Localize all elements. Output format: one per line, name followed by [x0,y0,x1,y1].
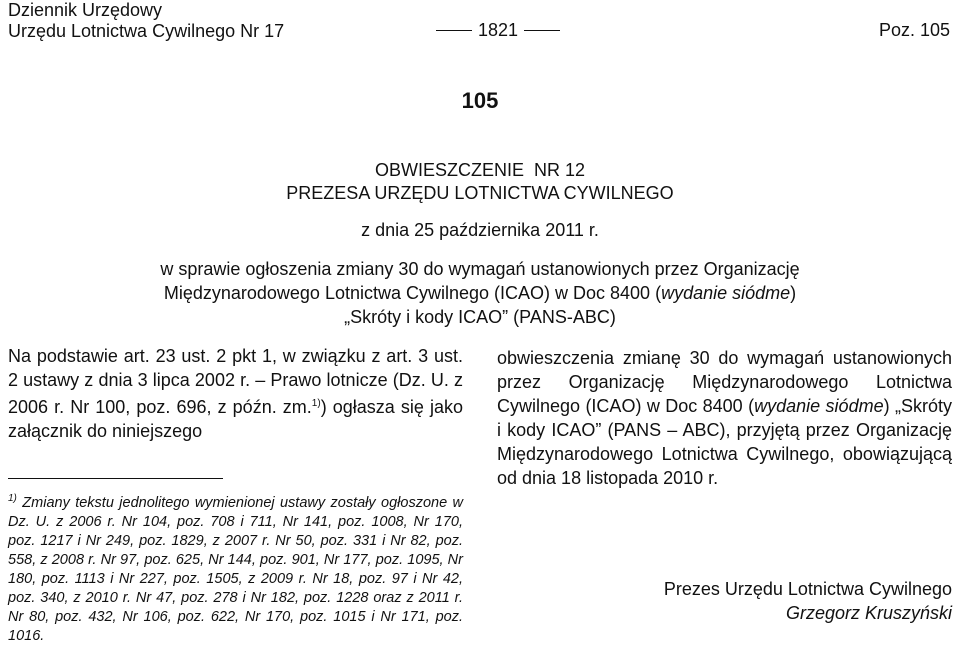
position-label: Poz. 105 [878,20,950,40]
journal-title: Dziennik Urzędowy [8,0,163,20]
document-date: z dnia 25 października 2011 r. [361,220,599,240]
subject-line-3: „Skróty i kody ICAO” (PANS-ABC) [344,307,616,327]
legal-basis-text: Na podstawie art. 23 ust. 2 pkt 1, w związku z art. 3 ust. 2 ustawy z dnia 3 lipca 2002 r. – Prawo lotnicze (Dz. U. z 2006 r. Nr 100, poz. 696, z późn. zm. [8,346,463,417]
dash-right [524,30,560,31]
document-issuer: PREZESA URZĘDU LOTNICTWA CYWILNEGO [286,183,674,203]
footnote-divider [8,478,223,479]
footnote [8,489,463,646]
footnote-text: Zmiany tekstu jednolitego wymienionej ustawy zostały ogłoszone w Dz. U. z 2006 r. Nr 104, poz. 708 i 711, Nr 141, poz. 1008, Nr 170, poz. 1217 i Nr 249, poz. 1829, z 2007 r. Nr 50, poz. 331 i Nr 82, poz. 558, z 2008 r. Nr 97, poz. 625, Nr 144, poz. 901, Nr 177, poz. 1095, Nr 180, poz. 1113 i Nr 227, poz. 1505, z 2009 r. Nr 18, poz. 97 i Nr 42, poz. 340, z 2010 r. Nr 47, poz. 278 i Nr 182, poz. 1228 oraz z 2011 r. Nr 80, poz. 432, Nr 106, poz. 622, Nr 170, poz. 1015 i Nr 171, poz. 1016. [8,494,463,644]
signer-name: Grzegorz Kruszyński [785,603,952,623]
footnote-marker: 1) [8,493,17,504]
amendment-text: obwieszczenia zmianę 30 do wymagań ustanowionych przez Organizację Międzynarodowego Lotnictwa Cywilnego (ICAO) w Doc 8400 ( [497,348,952,416]
amendment-text-continued: ) „Skróty i kody ICAO” (PANS – ABC), przyjętą przez Organizację Międzynarodowego Lotnictwa Cywilnego, obowiązującą od dnia 18 listopada 2010 r. [497,396,952,488]
subject-paren: ) [790,283,797,303]
subject-edition: wydanie siódme [661,283,791,303]
document-subject [0,257,960,329]
page-number-text: 1821 [478,20,519,40]
signer-title: Prezes Urzędu Lotnictwa Cywilnego [663,579,952,599]
subject-line-1: w sprawie ogłoszenia zmiany 30 do wymagań ustanowionych przez Organizację [160,259,800,279]
subject-line-2 [0,281,960,305]
page-number [430,20,566,41]
subject-line-2-text: Międzynarodowego Lotnictwa Cywilnego (ICAO) w Doc 8400 ( [163,283,662,303]
footnote-reference: 1) [311,398,321,409]
amendment-edition: wydanie siódme [754,396,884,416]
journal-header [8,0,284,42]
body-right-column [497,346,952,490]
document-number: 105 [461,88,499,113]
journal-issue: Urzędu Lotnictwa Cywilnego Nr 17 [8,21,285,41]
dash-left [436,30,472,31]
body-left-column [8,344,463,443]
announcement-text: ) ogłasza się jako załącznik do niniejszego [8,397,463,441]
document-title: OBWIESZCZENIE NR 12 [374,160,586,180]
